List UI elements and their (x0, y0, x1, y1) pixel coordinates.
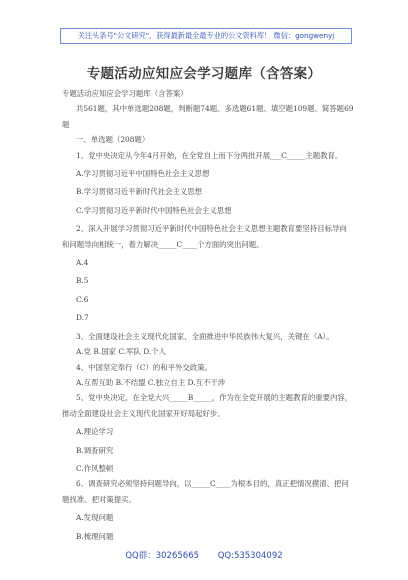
subtitle: 专题活动应知应会学习题库（含答案） (62, 89, 188, 98)
q1-option-b: B.学习贯彻习近平新时代社会主义思想 (76, 187, 203, 197)
page-footer (0, 549, 408, 561)
q2-option-b: B.5 (76, 276, 89, 286)
question-3: 3、全面建设社会主义现代化国家、全面推进中华民族伟大复兴，关键在（A）。 (76, 331, 334, 341)
q2-option-c: C.6 (76, 294, 89, 304)
promo-banner: 关注头条号"公文研究"，获得最新最全最专业的公文资料库！ 微信：gongwenyj (60, 28, 352, 44)
q4-options: A.互帮互助 B.不结盟 C.独立自主 D.互不干涉 (76, 377, 226, 387)
q5-option-b: B.调查研究 (76, 445, 114, 455)
summary-text: 共561题，其中单选题208题，判断题74题、多选题61题、填空题109题、简答题69题 (62, 104, 354, 129)
question-5: 5、党中央决定，在全党大兴_____B_____，作为在全党开展的主题教育的重要内容，推动全面建设社会主义现代化国家开好局起好步。 (62, 393, 353, 418)
page-title: 专题活动应知应会学习题库（含答案） (86, 66, 322, 82)
q2-option-a: A.4 (76, 258, 89, 268)
question-4: 4、中国坚定奉行（C）的和平外交政策。 (76, 362, 212, 372)
q5-option-a: A.理论学习 (76, 427, 114, 437)
section-heading: 一、单选题（208题） (76, 135, 150, 145)
q5-option-c: C.作风整顿 (76, 463, 114, 473)
footer-qq-group: QQ群：30265665 (125, 551, 200, 561)
q3-options: A.党 B.国家 C.军队 D.个人 (76, 347, 167, 357)
q6-option-a: A.发现问题 (76, 513, 114, 523)
document-body (62, 86, 354, 544)
question-1: 1、党中央决定从今年4月开始，在全党自上而下分两批开展___C_____主题教育。 (76, 150, 343, 160)
question-6: 6、调查研究必须坚持问题导向，以_____C____为根本目的，真正把情况摸清、把问题找准、把对策提实。 (62, 479, 349, 504)
q1-option-c: C.学习贯彻习近平新时代中国特色社会主义思想 (76, 205, 232, 215)
footer-qq: QQ:535304092 (217, 551, 283, 561)
q6-option-b: B.梳理问题 (76, 531, 114, 541)
question-2: 2、深入开展学习贯彻习近平新时代中国特色社会主义思想主题教育要坚持目标导向和问题导向相统一，着力解决_____C____个方面的突出问题。 (62, 224, 347, 249)
q2-option-d: D.7 (76, 313, 89, 323)
q1-option-a: A.学习贯彻习近平中国特色社会主义思想 (76, 169, 210, 179)
